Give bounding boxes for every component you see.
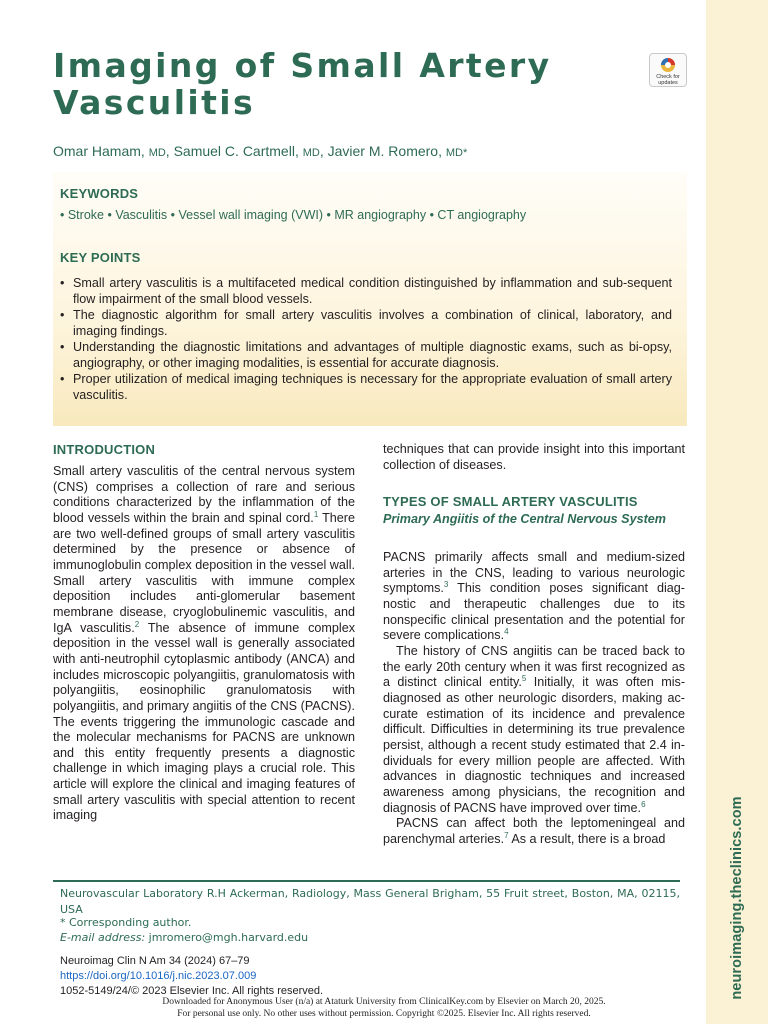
reference-marker[interactable]: 6 bbox=[641, 799, 646, 809]
key-point-item: • Understanding the diagnostic limitations and advantages of multiple diagnostic exams, such as bi-opsy, angiography, or other imaging modalities, is essential for accurate diagnosis. bbox=[60, 339, 672, 371]
pacns-paragraph-1: PACNS primarily affects small and medium-sized arteries in the CNS, leading to various neurologic symptoms.$^3$ This condition poses significant diagnostic and therapeutic challenges due to its nonspecific clinical presentation and the potential for severe complications.$^4$ bbox=[383, 550, 685, 643]
key-point-item: • Small artery vasculitis is a multifaceted medical condition distinguished by inflammation and sub-sequent flow impairment of the small blood vessels. bbox=[60, 275, 672, 307]
download-notice-line-1: Downloaded for Anonymous User (n/a) at Ataturk University from ClinicalKey.com by Elsevier on March 20, 2025. bbox=[162, 997, 606, 1007]
author-name: Javier M. Romero bbox=[327, 143, 439, 159]
email-address[interactable]: jmromero@mgh.harvard.edu bbox=[148, 931, 309, 944]
pacns-paragraph-2: The history of CNS angiitis can be traced back to the early 20th century when it was first recognized as a distinct clinical entity.$^5$ Initially, it was often misdiagnosed as other neurologic disorders, making accurate estimation of its incidence and prevalence difficult. Difficulties in determining its true prevalence persist, although a recent study estimated that 2.4 individuals for every million people are affected. With advances in diagnostic techniques and increased awareness among physicians, the recognition and diagnosis of PACNS have improved over time.$^6$ bbox=[383, 644, 686, 815]
article-title: Imaging of Small Artery Vasculitis bbox=[53, 46, 552, 122]
keyword-item: • MR angiography bbox=[326, 208, 427, 222]
keyword-item: • Stroke bbox=[60, 208, 104, 222]
email-line bbox=[60, 930, 308, 946]
keyword-item: • CT angiography bbox=[429, 208, 527, 222]
reference-marker[interactable]: 2 bbox=[134, 619, 140, 629]
download-notice-line-2: For personal use only. No other uses without permission. Copyright ©2025. Elsevier Inc. All rights reserved. bbox=[177, 1009, 591, 1019]
keywords-heading: KEYWORDS bbox=[60, 186, 139, 201]
footer-divider bbox=[53, 880, 680, 882]
keywords-list bbox=[60, 208, 526, 222]
key-points-list bbox=[60, 275, 672, 403]
author-name: Omar Hamam bbox=[53, 143, 141, 159]
corresponding-author: * Corresponding author. bbox=[60, 916, 192, 929]
reference-marker[interactable]: 4 bbox=[504, 627, 509, 637]
reference-marker[interactable]: 3 bbox=[443, 580, 449, 590]
doi-link[interactable]: https://doi.org/10.1016/j.nic.2023.07.009 bbox=[60, 970, 257, 982]
author-degree: MD bbox=[302, 147, 320, 159]
key-point-item: • The diagnostic algorithm for small artery vasculitis involves a combination of clinical, laboratory, and imaging findings. bbox=[60, 307, 672, 339]
introduction-heading: INTRODUCTION bbox=[53, 442, 156, 457]
copyright: 1052-5149/24/© 2023 Elsevier Inc. All rights reserved. bbox=[60, 985, 324, 997]
types-section-heading: TYPES OF SMALL ARTERY VASCULITIS bbox=[383, 494, 638, 509]
reference-marker[interactable]: 7 bbox=[504, 830, 509, 840]
author-degree: MD bbox=[148, 147, 166, 159]
key-point-item: • Proper utilization of medical imaging techniques is necessary for the appropriate evaluation of small artery vasculitis. bbox=[60, 371, 672, 403]
citation: Neuroimag Clin N Am 34 (2024) 67–79 bbox=[60, 955, 250, 967]
email-label: E-mail address: bbox=[60, 931, 146, 944]
check-for-updates-badge[interactable] bbox=[649, 53, 687, 87]
badge-label: Check for updates bbox=[656, 74, 680, 86]
introduction-paragraph: Small artery vasculitis of the central nervous system (CNS) comprises a collection of rare and serious conditions characterized by the inflammation of the blood vessels within the brain and spinal cord.$^1$ There are two well-defined groups of small artery vasculitis determined by the presence or absence of immunoglobulin complex deposition in the vessel wall. Small artery vasculitis with immune complex deposition includes anti-glomerular basement membrane disease, cryoglobulinemic vasculitis, and IgA vasculitis.$^2$ The absence of immune complex deposition in the vessel wall is generally associated with anti-neutrophil cytoplasmic antibody (ANCA) and includes microscopic polyangiitis, granulomatosis with polyangiitis, eosinophilic granulomatosis with polyangiitis, and primary angiitis of the CNS (PACNS). The events triggering the immunologic cascade and the molecular mechanisms for PACNS are unknown and this entity frequently presents a diagnostic challenge in which imaging plays a crucial role. This article will explore the clinical and imaging features of small artery vasculitis with special attention to recent imaging bbox=[53, 464, 356, 823]
keyword-item: • Vessel wall imaging (VWI) bbox=[170, 208, 324, 222]
journal-url[interactable]: neuroimaging.theclinics.com bbox=[729, 796, 745, 1000]
author-degree: MD* bbox=[445, 147, 468, 159]
pacns-subheading: Primary Angiitis of the Central Nervous System bbox=[383, 512, 666, 526]
author-name: Samuel C. Cartmell bbox=[173, 143, 295, 159]
author-list: Omar Hamam, MD, Samuel C. Cartmell, MD, Javier M. Romero, MD* bbox=[53, 143, 468, 159]
key-points-heading: KEY POINTS bbox=[60, 250, 141, 265]
reference-marker[interactable]: 5 bbox=[521, 674, 527, 684]
reference-marker[interactable]: 1 bbox=[313, 509, 319, 519]
keyword-item: • Vasculitis bbox=[107, 208, 168, 222]
introduction-continuation: techniques that can provide insight into this important collection of diseases. bbox=[383, 442, 685, 472]
check-for-updates-icon bbox=[660, 57, 676, 73]
affiliation: Neurovascular Laboratory R.H Ackerman, Radiology, Mass General Brigham, 55 Fruit street, Boston, MA, 02115, USA bbox=[60, 887, 680, 916]
pacns-paragraph-3: PACNS can affect both the leptomeningeal and parenchymal arteries.$^7$ As a result, there is a broad bbox=[383, 816, 685, 846]
